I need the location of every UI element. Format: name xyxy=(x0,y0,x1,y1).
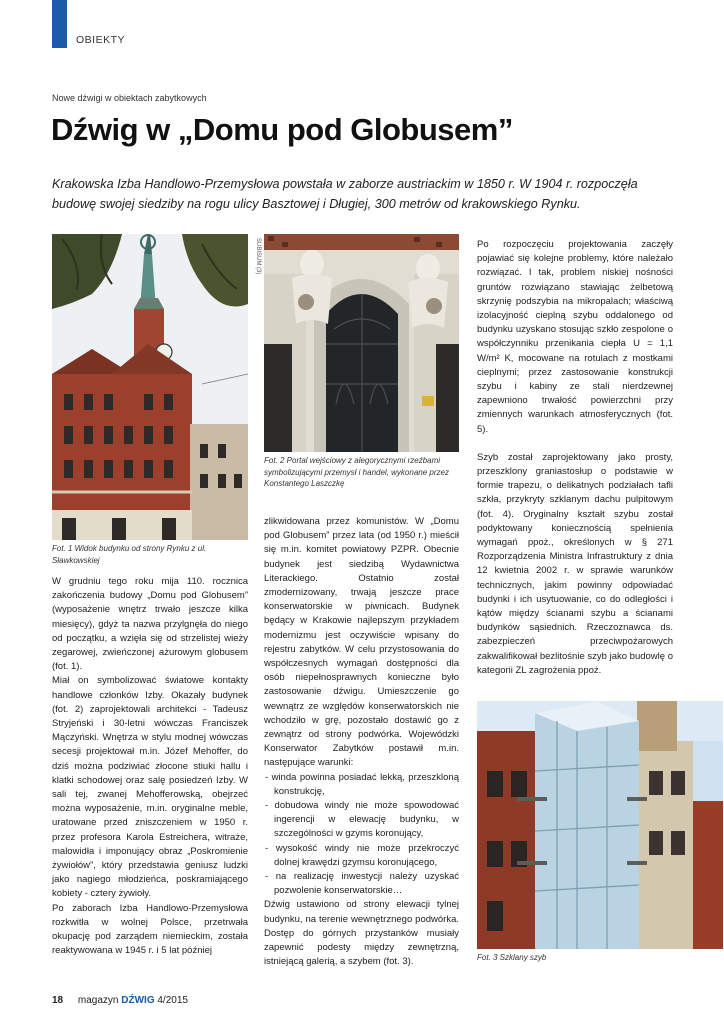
col2-paragraph-2: Dźwig ustawiono od strony elewacji tylnej budynku, na terenie wewnętrznego podwórka. Dostęp do górnych przystanków musiały zapewnić podesty między zewnętrzną, istniejącą galerią, a szybem (fot. 3). xyxy=(264,899,459,968)
conservator-requirements-list xyxy=(264,771,459,899)
section-label: OBIEKTY xyxy=(76,34,126,46)
fig1-caption: Fot. 1 Widok budynku od strony Rynku z ul. Sławkowskiej xyxy=(52,544,207,565)
fig2-caption: Fot. 2 Portal wejściowy z alegorycznymi rzeźbami symbolizującymi przemysł i handel, wykonane przez Konstantego Laszczkę xyxy=(264,456,449,488)
col3-paragraph-2: Szyb został zaprojektowany jako prosty, przeszklony graniastosłup o podstawie w formie trapezu, o delikatnych podziałach tafli szkła, przykryty szklanym dachu pulpitowym (fot. 4). Oryginalny kształt szybu został podyktowany koniecznością spełnienia wymagań ppoż., określonych w § 271 Rozporządzenia Ministra Infrastruktury z dnia 12 kwietnia 2002 r. w sprawie warunków technicznych, jakim powinny odpowiadać budynki i ich usytuowanie, co do odległości i kątów między ścianami szybu a ścianami budynków sąsiednich. Rzeczoznawca ds. zabezpieczeń przeciwpożarowych zakwalifikował bezlitośnie szyb jako budowlę o kategorii ZL zagrożenia ppoż. xyxy=(477,451,673,676)
text-column-1 xyxy=(52,575,248,958)
col1-paragraph-1: W grudniu tego roku mija 110. rocznica zakończenia budowy „Domu pod Globusem” (wyposażenie wnętrz trwało jeszcze kilka miesięcy), gdyż ta nazwa przylgnęła do niego od początku, a wzięła się od strzelistej wieży zegarowej, zwieńczonej ażurowym globusem (fot. 1). xyxy=(52,576,248,673)
page-footer xyxy=(52,995,188,1006)
text-column-3 xyxy=(477,238,673,678)
list-item: - wysokość windy nie może przekroczyć dolnej krawędzi gzymsu koronującego, xyxy=(265,842,459,868)
col1-paragraph-3: Po zaborach Izba Handlowo-Przemysłowa rozkwitła w wolnej Polsce, przetrwała okupację pod zarządem niemieckim, została reaktywowana w 1945 r. i 5 lat później xyxy=(52,902,248,957)
article-title: Dźwig w „Domu pod Globusem” xyxy=(51,112,513,147)
magazine-brand: DŹWIG xyxy=(121,995,155,1006)
col1-paragraph-2: Miał on symbolizować światowe kontakty handlowe członków Izby. Okazały budynek (fot. 2) zaprojektowali architekci - Tadeusz Stryjeński i 30-letni wówczas Franciszek Mączyński. Wnętrza w stylu modnej wówczas secesji projektował m.in. Józef Mehoffer, do dziś można podziwiać złocone stiuki hallu i klatki schodowej oraz salę posiedzeń Izby. W sali tej, zwanej Mehofferowską, obejrzeć można wyposażenie, m.in. oryginalne meble, uratowane przed zniszczeniem w 1950 r. przez profesora Karola Estreichera, witraże, malowidła i imponujący obraz „Poskromienie żywiołów”, który przedstawia geniusz ludzki jako nagiego młodzieńca, poskramiającego kobiety - cztery żywioły. xyxy=(52,675,248,900)
photo-glass-shaft xyxy=(477,701,723,949)
page-number: 18 xyxy=(52,995,64,1006)
col2-paragraph-1: zlikwidowana przez komunistów. W „Domu pod Globusem” przez lata (od 1950 r.) mieścił się m.in. komitet powiatowy PZPR. Obecnie budynek jest siedzibą Wydawnictwa Literackiego. Ostatnio został zmodernizowany, trwają jeszcze prace konserwatorskie w piwnicach. Budynek będący w Krakowie najlepszym przykładem modernizmu jest oczywiście wpisany do rejestru zabytków. W celu przystosowania do współczesnych wymagań dostępności dla osób niepełnosprawnych konieczne było zastosowanie dźwigu. Umieszczenie go wewnątrz ze względów konserwatorskich nie wchodziło w grę, pozostało dostawić go z zewnątrz od strony podwórka. Wojewódzki Konserwator Zabytków postawił m.in. następujące warunki: xyxy=(264,516,459,769)
list-item: - dobudowa windy nie może spowodować ingerencji w elewację budynku, w szczególności w gzyms koronujący, xyxy=(265,800,459,840)
photo-credit: SUBISUM (3) xyxy=(255,238,261,275)
fig3-caption: Fot. 3 Szklany szyb xyxy=(477,953,547,962)
photo-building-tower xyxy=(52,234,248,540)
col3-paragraph-1: Po rozpoczęciu projektowania zaczęły pojawiać się kolejne problemy, które należało rozwiązać. I tak, problem niskiej nośności gruntów rozwiązano stawiając żelbetową skrzynię podszybia na mikropalach; właściwą izolacyjność cieplną szybu oddalonego od budynku uzyskano stosując szkło zespolone o współczynniku przenikania ciepła U = 1,1 W/m² K, mocowane na rotulach z mostkami cieplnymi; przez zastosowanie konstrukcji szybu i kabiny ze stali nierdzewnej zapewniono trwałość powierzchni przy zmiennych warunkach atmosferycznych (fot. 5). xyxy=(477,239,673,435)
magazine-label: magazyn xyxy=(77,995,119,1006)
section-accent-bar xyxy=(52,0,67,48)
text-column-2 xyxy=(264,515,459,970)
article-rubric: Nowe dźwigi w obiektach zabytkowych xyxy=(52,93,207,103)
list-item: - winda powinna posiadać lekką, przeszkloną konstrukcję, xyxy=(265,771,459,797)
article-lead: Krakowska Izba Handlowo-Przemysłowa powstała w zaborze austriackim w 1850 r. W 1904 r. rozpoczęła budowę swojej siedziby na rogu ulicy Basztowej i Długiej, 300 metrów od krakowskiego Rynku. xyxy=(52,177,638,211)
list-item: - na realizację inwestycji należy uzyskać pozwolenie konserwatorskie… xyxy=(265,871,459,897)
issue-number: 4/2015 xyxy=(157,995,188,1006)
photo-entrance-portal xyxy=(264,234,459,452)
